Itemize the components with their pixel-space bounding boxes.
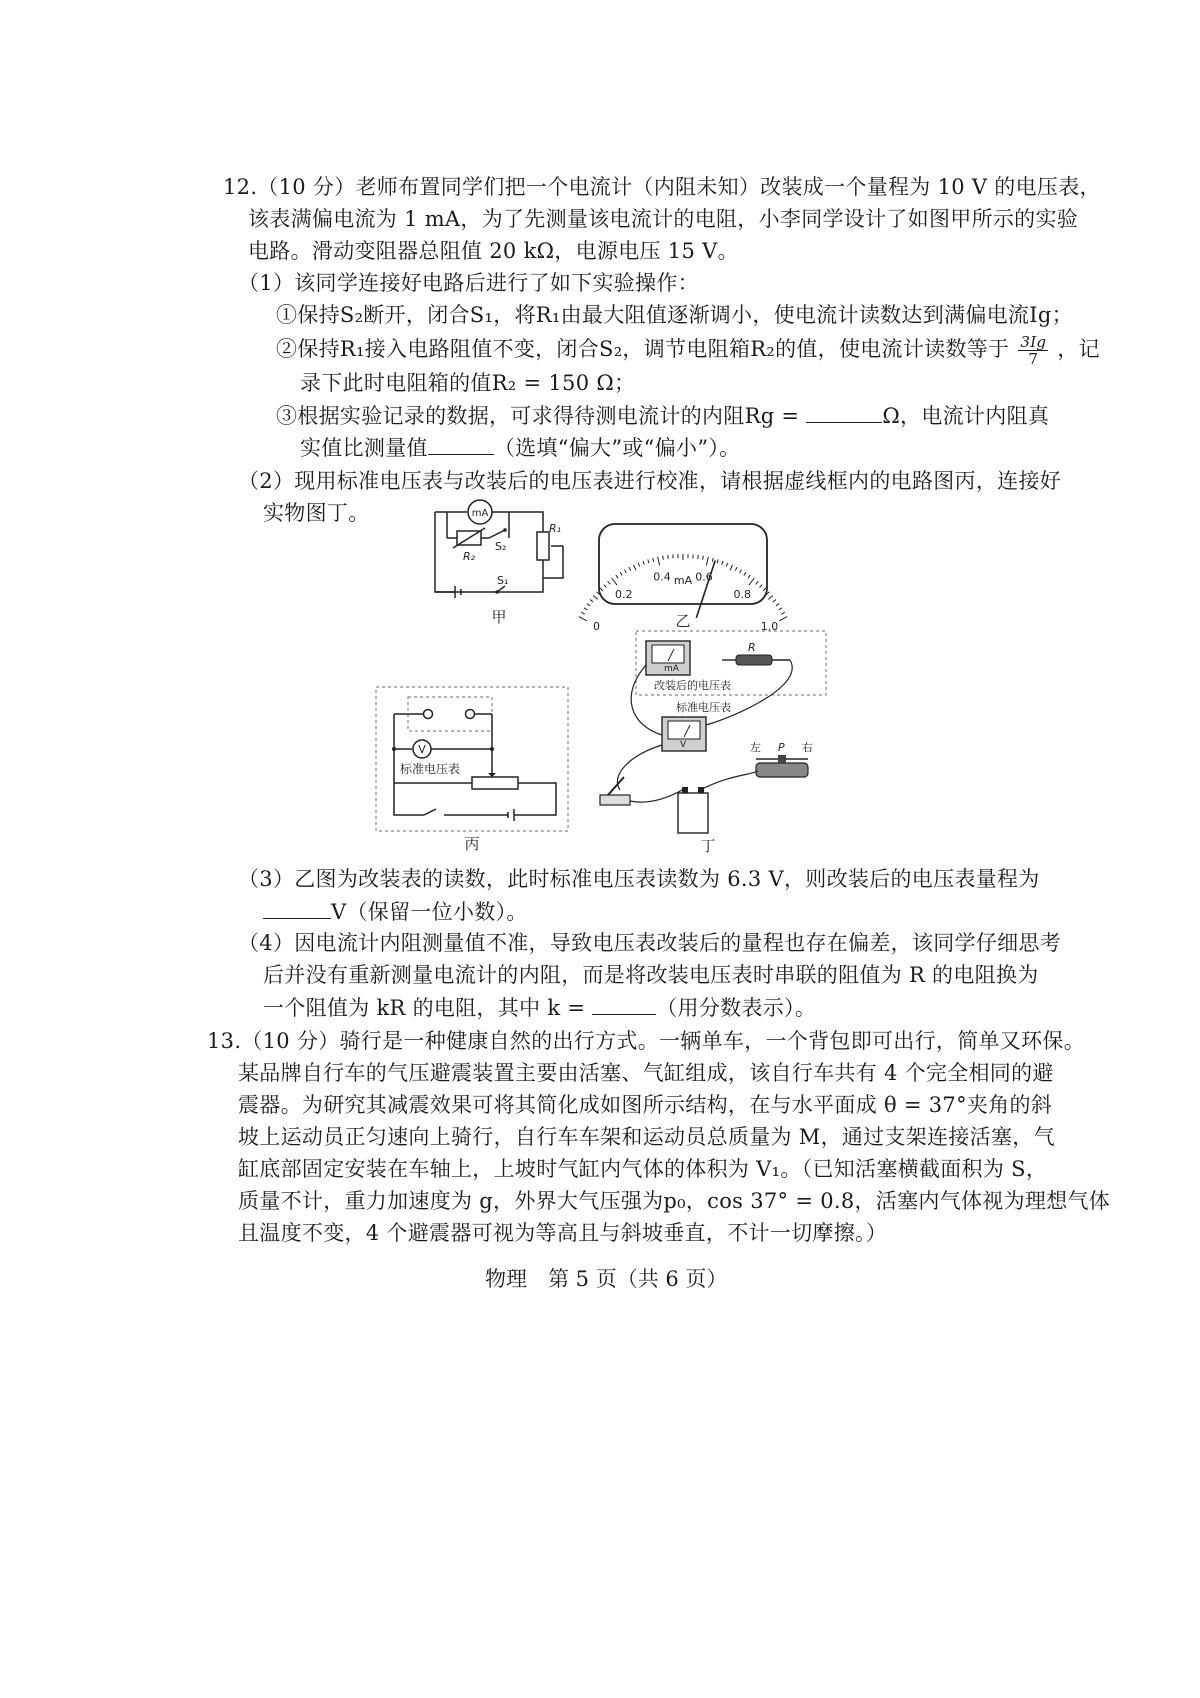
figure-ding-caption: 丁	[700, 837, 716, 855]
q12-step3-line2-text: 实值比测量值	[300, 436, 428, 460]
figure-jia-caption: 甲	[491, 608, 507, 626]
figure-jia-circuit	[425, 500, 585, 635]
q12-step2-text: ②保持R₁接入电路阻值不变，闭合S₂，调节电阻箱R₂的值，使电流计读数等于	[276, 337, 1010, 361]
q12-part4-line3-tail: （用分数表示）。	[656, 996, 817, 1020]
voltmeter-symbol-label: V	[418, 743, 426, 756]
dial-tick	[668, 555, 669, 559]
dial-tick	[698, 555, 699, 559]
dial-tick-label: 0.2	[614, 587, 633, 601]
dial-tick-label: 0	[592, 619, 600, 633]
figure-yi-dial	[592, 522, 779, 642]
q12-step2-tail: ，记	[1057, 337, 1100, 361]
page-footer: 物理 第 5 页（共 6 页）	[485, 1267, 728, 1291]
fraction-denominator: 7	[1028, 350, 1039, 368]
standard-voltmeter-device-label: 标准电压表	[676, 701, 731, 714]
switch-device	[600, 777, 630, 805]
s1-label: S₁	[497, 574, 509, 587]
resistor-device	[722, 655, 790, 665]
dial-tick	[776, 604, 779, 606]
dial-tick-label: 0.6	[695, 570, 713, 584]
q12-part1-title: （1）该同学连接好电路后进行了如下实验操作：	[238, 271, 699, 295]
dial-tick	[593, 596, 598, 600]
answer-blank[interactable]	[592, 992, 656, 1015]
dial-tick	[779, 608, 782, 610]
q12-intro-line-2: 该表满偏电流为 1 mA，为了先测量该电流计的电阻，小李同学设计了如图甲所示的实验	[248, 207, 1079, 231]
rheostat-p-label: P	[778, 741, 785, 754]
dial-unit-label: mA	[673, 574, 693, 587]
dial-tick	[663, 556, 664, 560]
figure-bing-caption: 丙	[464, 835, 480, 853]
dial-tick	[773, 599, 776, 601]
q12-part3-line2	[263, 896, 528, 927]
q13-line-1: 13.（10 分）骑行是一种健康自然的出行方式。一辆单车，一个背包即可出行，简单又环保。	[207, 1029, 1085, 1053]
answer-blank[interactable]	[263, 896, 331, 919]
q13-line-5: 缸底部固定安装在车轴上，上坡时气缸内气体的体积为 V₁。（已知活塞横截面积为 S，	[238, 1157, 1048, 1181]
q12-part2-line2: 实物图丁。	[263, 501, 370, 525]
rheostat-right-label: 右	[802, 741, 813, 754]
q13-line-2: 某品牌自行车的气压避震装置主要由活塞、气缸组成，该自行车共有 4 个完全相同的避	[238, 1061, 1054, 1085]
figure-ding-apparatus	[590, 625, 830, 857]
resistor-r-label: R	[748, 641, 756, 654]
dial-tick-label: 0.4	[653, 570, 671, 584]
figure-yi-caption: 乙	[675, 612, 691, 630]
r2-label: R₂	[463, 550, 476, 563]
q12-step3	[276, 400, 1049, 431]
q12-part4-line2: 后并没有重新测量电流计的内阻，而是将改装电压表时串联的阻值为 R 的电阻换为	[263, 963, 1039, 987]
figure-bing-circuit	[374, 685, 570, 855]
dial-tick-label: 0.8	[733, 587, 752, 601]
q12-step3-line2	[300, 432, 740, 463]
q12-intro-line-3: 电路。滑动变阻器总阻值 20 kΩ，电源电压 15 V。	[248, 239, 739, 263]
modified-meter-ma-label: mA	[664, 664, 679, 674]
standard-meter-v-label: V	[680, 740, 687, 750]
q12-step3-tail: Ω，电流计内阻真	[882, 404, 1050, 428]
s2-label: S₂	[495, 540, 507, 553]
q12-part4-line3	[263, 992, 816, 1023]
fraction-numerator: 3Ig	[1020, 333, 1047, 351]
q13-line-7: 且温度不变，4 个避震器可视为等高且与斜坡垂直，不计一切摩擦。）	[238, 1221, 888, 1245]
rheostat-device	[756, 755, 808, 777]
q12-part2-line1: （2）现用标准电压表与改装后的电压表进行校准，请根据虚线框内的电路图丙，连接好	[238, 469, 1062, 493]
q12-step2-line2: 录下此时电阻箱的值R₂ = 150 Ω；	[300, 371, 636, 395]
standard-voltmeter-label: 标准电压表	[400, 762, 461, 776]
q12-part4-line3-text: 一个阻值为 kR 的电阻，其中 k =	[263, 996, 593, 1020]
q12-part3-line1: （3）乙图为改装表的读数，此时标准电压表读数为 6.3 V，则改装后的电压表量程为	[238, 867, 1040, 891]
q12-step2	[276, 334, 1100, 367]
q12-step3-line2-tail: （选填“偏大”或“偏小”）。	[493, 436, 741, 460]
battery-device	[678, 787, 708, 833]
q13-line-4: 坡上运动员正匀速向上骑行，自行车车架和运动员总质量为 M，通过支架连接活塞，气	[238, 1125, 1055, 1149]
rheostat-left-label: 左	[750, 741, 761, 754]
answer-blank[interactable]	[806, 400, 882, 423]
dial-tick	[590, 599, 593, 601]
dial-tick-label: 1.0	[760, 619, 779, 633]
r1-label: R₁	[549, 522, 562, 535]
fraction	[1018, 334, 1048, 367]
dial-tick	[781, 612, 784, 614]
q12-step1: ①保持S₂断开，闭合S₁，将R₁由最大阻值逐渐调小，使电流计读数达到满偏电流Ig；	[276, 303, 1073, 327]
dial-tick	[768, 596, 773, 600]
q12-intro-line-1: 12.（10 分）老师布置同学们把一个电流计（内阻未知）改装成一个量程为 10 V 的电压表，	[223, 175, 1101, 199]
dial-tick	[703, 556, 704, 560]
dial-tick	[587, 604, 590, 606]
modified-voltmeter-label: 改装后的电压表	[654, 679, 731, 692]
q13-line-6: 质量不计，重力加速度为 g，外界大气压强为p₀，cos 37° = 0.8，活塞内气体视为理想气体	[238, 1189, 1111, 1213]
q12-part4-line1: （4）因电流计内阻测量值不准，导致电压表改装后的量程也存在偏差，该同学仔细思考	[238, 931, 1062, 955]
q13-line-3: 震器。为研究其减震效果可将其简化成如图所示结构，在与水平面成 θ = 37°夹角的斜	[238, 1093, 1053, 1117]
meter-ma-label: mA	[471, 508, 489, 519]
q12-part3-line2-text: V（保留一位小数）。	[331, 900, 528, 924]
answer-blank[interactable]	[428, 432, 494, 455]
dial-tick	[779, 617, 787, 621]
q12-step3-text: ③根据实验记录的数据，可求得待测电流计的内阻Rg =	[276, 404, 807, 428]
